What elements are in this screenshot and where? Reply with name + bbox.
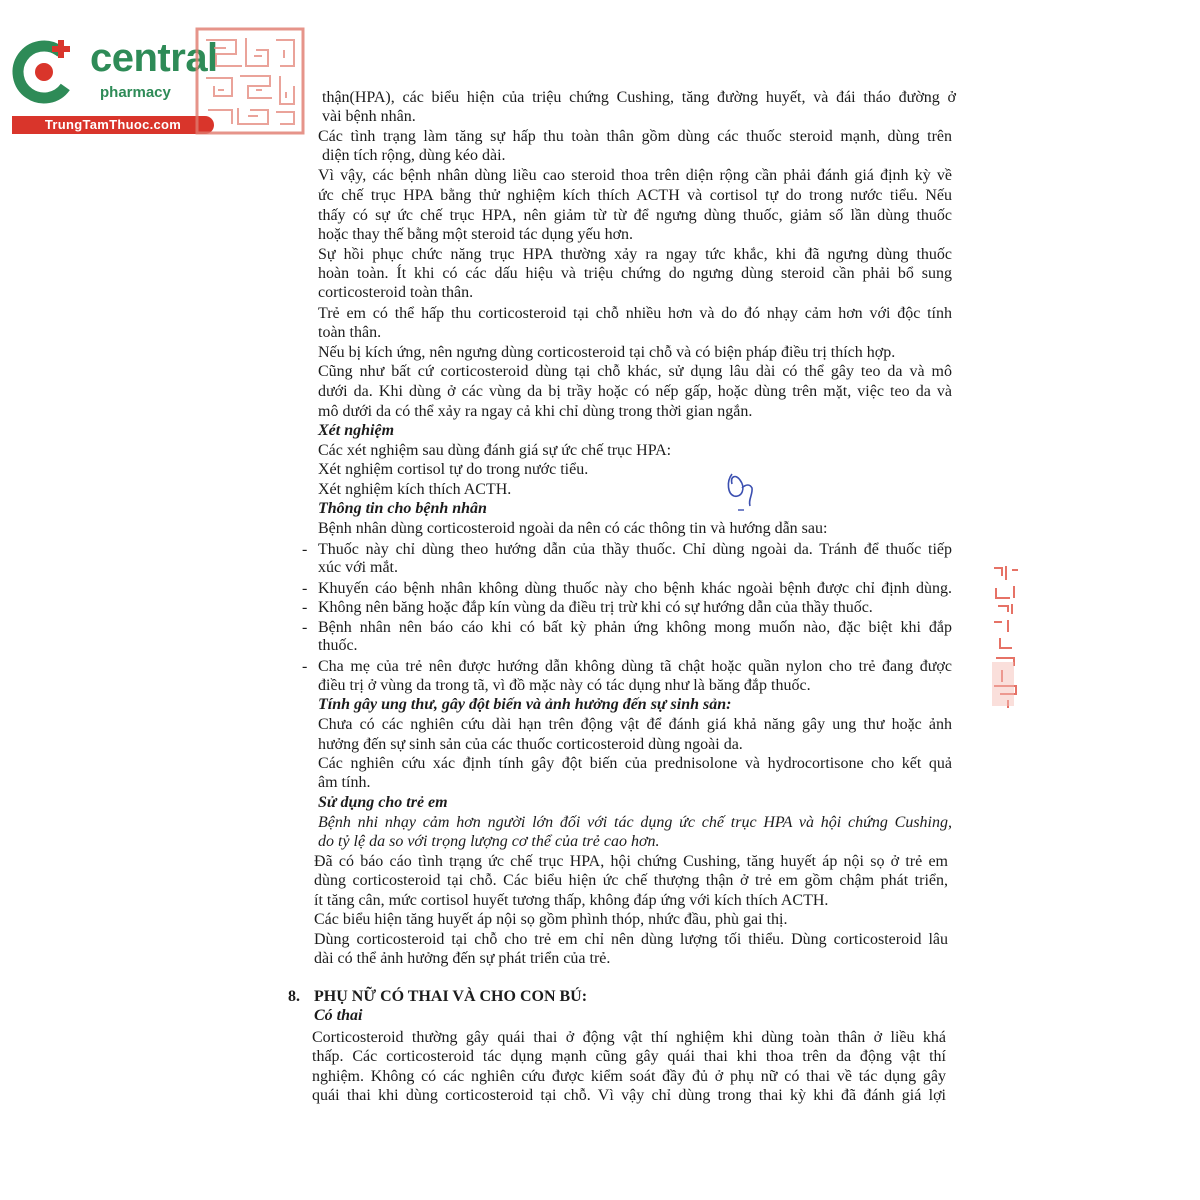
text-line: Vì vậy, các bệnh nhân dùng liều cao steroid thoa trên diện rộng cần phải đánh giá định kỳ về [318,167,952,184]
text-line: dùng corticosteroid tại chỗ. Các biểu hiện ức chế thượng thận ở trẻ em gồm chậm phát triển, [314,872,948,889]
text-line: dài có thể ảnh hưởng đến sự phát triển của trẻ. [314,950,611,967]
text-line: ít tăng cân, mức cortisol huyết tương thấp, không đáp ứng với kích thích ACTH. [314,892,829,909]
text-line: Cũng như bất cứ corticosteroid dùng tại chỗ khác, sử dụng lâu dài có thể gây teo da và mô [318,363,952,380]
logo-website: TrungTamThuoc.com [12,116,214,134]
text-line: Các nghiên cứu xác định tính gây đột biến của prednisolone và hydrocortisone cho kết quả [318,755,952,772]
text-line: quái thai khi dùng corticosteroid tại chỗ. Vì vậy chỉ dùng trong thai kỳ khi đã đánh giá lợi [312,1087,946,1104]
bullet-dash: - [302,599,308,616]
bullet-dash: - [302,658,308,675]
bullet-item: điều trị ở vùng da trong tã, vì đồ mặc này có tác dụng như là băng đắp thuốc. [318,677,811,694]
text-line: âm tính. [318,774,371,791]
text-line: Các biểu hiện tăng huyết áp nội sọ gồm phình thóp, nhức đầu, phù gai thị. [314,911,788,928]
text-line: vài bệnh nhân. [322,108,416,125]
italic-text-line: Bệnh nhi nhạy cảm hơn người lớn đối với tác dụng ức chế trục HPA và hội chứng Cushing, [318,814,952,831]
pharmacy-cross-icon [8,34,88,114]
central-pharmacy-logo [8,34,218,139]
bullet-item: Thuốc này chỉ dùng theo hướng dẫn của thầy thuốc. Chỉ dùng ngoài da. Tránh để thuốc tiếp [318,541,952,558]
bullet-item: Khuyến cáo bệnh nhân không dùng thuốc này cho bệnh khác ngoài bệnh được chỉ định dùng. [318,580,952,597]
bullet-item: Bệnh nhân nên báo cáo khi có bất kỳ phản ứng không mong muốn nào, đặc biệt khi đắp [318,619,952,636]
bullet-item: xúc với mắt. [318,559,398,576]
heading-tinh-gay-ung-thu: Tính gây ung thư, gây đột biến và ảnh hưởng đến sự sinh sản: [318,696,732,713]
seal-stamp-icon [194,26,306,136]
heading-su-dung-cho-tre-em: Sử dụng cho trẻ em [318,794,448,811]
text-line: Xét nghiệm cortisol tự do trong nước tiểu. [318,461,589,478]
logo-subtitle: pharmacy [100,84,171,101]
text-line: mô dưới da có thể xảy ra ngay cả khi chỉ dùng trong thời gian ngắn. [318,403,753,420]
text-line: toàn thân. [318,324,382,341]
side-stamp-icon [988,562,1022,712]
text-line: Bệnh nhân dùng corticosteroid ngoài da nên có các thông tin và hướng dẫn sau: [318,520,828,537]
bullet-item: Không nên băng hoặc đắp kín vùng da điều trị trừ khi có sự hướng dẫn của thầy thuốc. [318,599,873,616]
section-number: 8. [288,988,300,1005]
text-line: Các tình trạng làm tăng sự hấp thu toàn thân gồm dùng các thuốc steroid mạnh, dùng trên [318,128,952,145]
heading-co-thai: Có thai [314,1007,363,1024]
text-line: hoàn toàn. Ít khi có các dấu hiệu và triệu chứng do ngưng dùng steroid cần phải bổ sung [318,265,952,282]
bullet-item: thuốc. [318,637,358,654]
text-line: nghiệm. Không có các nghiên cứu được kiểm soát đầy đủ ở phụ nữ có thai về tác dụng gây [312,1068,946,1085]
text-line: hoặc thay thế bằng một steroid tác dụng yếu hơn. [318,226,634,243]
bullet-dash: - [302,541,308,558]
text-line: thận(HPA), các biểu hiện của triệu chứng Cushing, tăng đường huyết, và đái tháo đường ở [322,89,956,106]
logo-name: central [90,36,218,80]
handwritten-initials-icon [722,470,762,514]
text-line: thấp. Các corticosteroid tác dụng mạnh cũng gây quái thai khi thoa trên da động vật thí [312,1048,946,1065]
text-line: Chưa có các nghiên cứu dài hạn trên động vật để đánh giá khả năng gây ung thư hoặc ảnh [318,716,952,733]
italic-text-line: do tỷ lệ da so với trọng lượng cơ thể của trẻ cao hơn. [318,833,660,850]
text-line: diện tích rộng, dùng kéo dài. [322,147,506,164]
text-line: dưới da. Khi dùng ở các vùng da bị trầy hoặc có nếp gấp, hoặc dùng trên mặt, việc teo da và [318,383,952,400]
section-title: PHỤ NỮ CÓ THAI VÀ CHO CON BÚ: [314,988,588,1005]
bullet-dash: - [302,619,308,636]
bullet-item: Cha mẹ của trẻ nên được hướng dẫn không dùng tã chật hoặc quần nylon cho trẻ đang được [318,658,952,675]
text-line: ức chế trục HPA bằng thử nghiệm kích thích ACTH và cortisol tự do trong nước tiểu. Nếu [318,187,952,204]
text-line: Corticosteroid thường gây quái thai ở động vật thí nghiệm khi dùng toàn thân ở liều khá [312,1029,946,1046]
text-line: hưởng đến sự sinh sản của các thuốc corticosteroid dùng ngoài da. [318,736,743,753]
text-line: Sự hồi phục chức năng trục HPA thường xảy ra ngay tức khắc, khi đã ngưng dùng thuốc [318,246,952,263]
text-line: Dùng corticosteroid tại chỗ cho trẻ em chỉ nên dùng lượng tối thiểu. Dùng corticosteroid lâu [314,931,948,948]
text-line: Xét nghiệm kích thích ACTH. [318,481,512,498]
text-line: thấy có sự ức chế trục HPA, nên giảm từ từ để ngưng dùng thuốc, giảm số lần dùng thuốc [318,207,952,224]
text-line: Trẻ em có thể hấp thu corticosteroid tại chỗ nhiều hơn và do đó nhạy cảm hơn với độc tính [318,305,952,322]
text-line: Các xét nghiệm sau dùng đánh giá sự ức chế trục HPA: [318,442,672,459]
bullet-dash: - [302,580,308,597]
text-line: corticosteroid toàn thân. [318,284,474,301]
text-line: Nếu bị kích ứng, nên ngưng dùng corticosteroid tại chỗ và có biện pháp điều trị thích hợp. [318,344,896,361]
text-line: Đã có báo cáo tình trạng ức chế trục HPA, hội chứng Cushing, tăng huyết áp nội sọ ở trẻ em [314,853,948,870]
heading-thong-tin-benh-nhan: Thông tin cho bệnh nhân [318,500,487,517]
heading-xet-nghiem: Xét nghiệm [318,422,395,439]
